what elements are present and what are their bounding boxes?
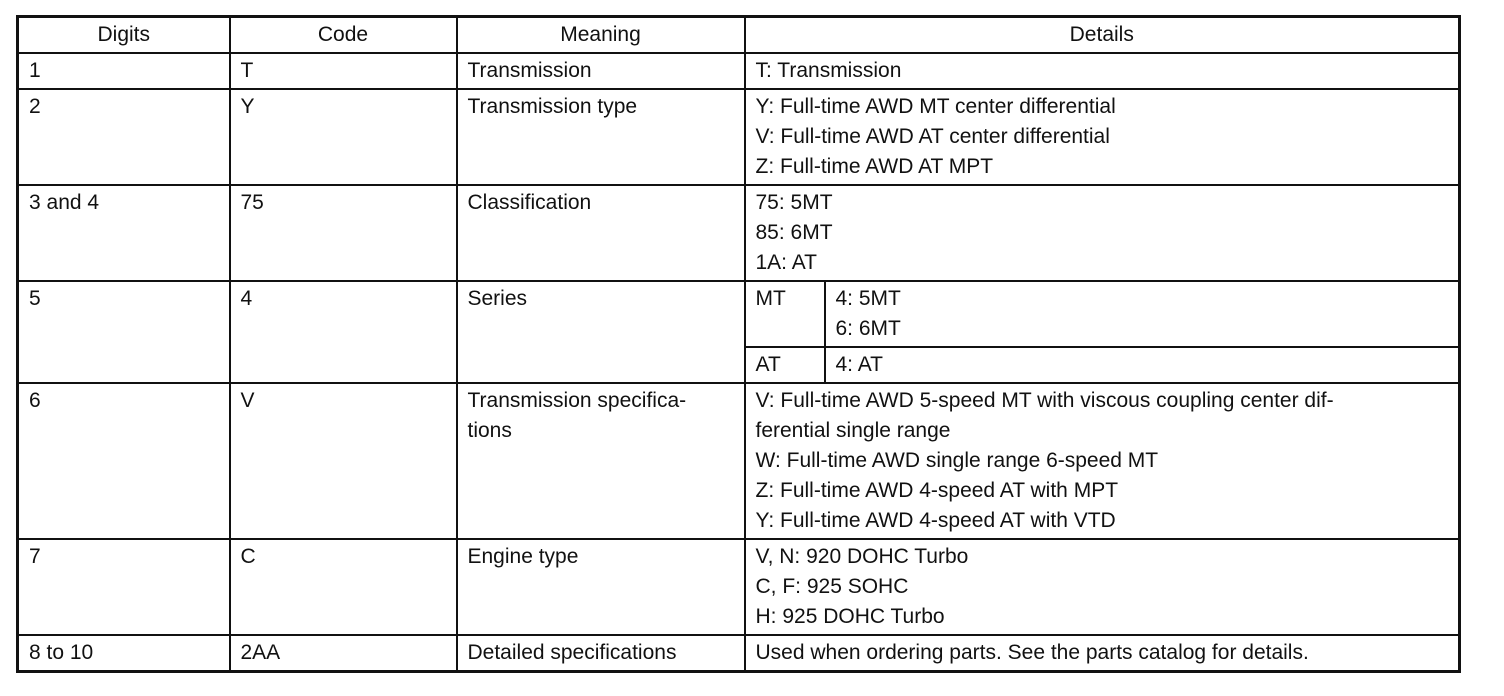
digits-cell: 6 [18, 383, 230, 539]
details-cell [745, 539, 1460, 635]
meaning-cell [457, 185, 745, 281]
digits-cell: 8 to 10 [18, 635, 230, 672]
digits-cell: 3 and 4 [18, 185, 230, 281]
details-line: Y: Full-time AWD MT center differential [755, 95, 1116, 118]
digits-cell: 7 [18, 539, 230, 635]
table-row [18, 281, 1460, 383]
meaning-cell [457, 281, 745, 383]
table-row [18, 383, 1460, 539]
details-cell [745, 89, 1460, 185]
series-values [825, 347, 1459, 382]
header-digits: Digits [18, 17, 230, 54]
series-values [825, 282, 1459, 347]
code-cell: 4 [230, 281, 457, 383]
details-line: V: Full-time AWD 5-speed MT with viscous coupling center dif- [755, 389, 1334, 412]
digits-cell: 5 [18, 281, 230, 383]
header-row [18, 17, 1460, 54]
code-cell: V [230, 383, 457, 539]
details-line: 1A: AT [755, 251, 817, 274]
details-line: 85: 6MT [755, 221, 833, 244]
details-line: H: 925 DOHC Turbo [755, 605, 945, 628]
code-cell: T [230, 53, 457, 89]
series-row-mt [746, 282, 1459, 347]
meaning-text: Classification [467, 191, 592, 214]
meaning-text: Detailed specifications [467, 641, 677, 664]
meaning-text: Transmission type [467, 95, 638, 118]
details-line: C, F: 925 SOHC [755, 575, 909, 598]
details-line: 4: 5MT [835, 287, 901, 310]
details-line: Used when ordering parts. See the parts catalog for details. [755, 641, 1309, 664]
meaning-cell [457, 635, 745, 672]
table-row [18, 53, 1460, 89]
digits-cell: 2 [18, 89, 230, 185]
details-line: W: Full-time AWD single range 6-speed MT [755, 449, 1159, 472]
details-line: 4: AT [835, 353, 883, 376]
meaning-cell [457, 383, 745, 539]
details-line: T: Transmission [755, 59, 902, 82]
meaning-text: Series [467, 287, 528, 310]
details-line: 75: 5MT [755, 191, 833, 214]
series-label: MT [746, 282, 825, 347]
details-cell [745, 53, 1460, 89]
details-cell [745, 383, 1460, 539]
meaning-text: Transmission [467, 59, 592, 82]
code-cell: 2AA [230, 635, 457, 672]
details-line: V, N: 920 DOHC Turbo [755, 545, 969, 568]
details-cell [745, 635, 1460, 672]
meaning-text: tions [467, 419, 512, 442]
details-line: 6: 6MT [835, 317, 901, 340]
meaning-text: Engine type [467, 545, 579, 568]
details-line: Z: Full-time AWD 4-speed AT with MPT [755, 479, 1119, 502]
header-code: Code [230, 17, 457, 54]
code-cell: Y [230, 89, 457, 185]
header-details: Details [745, 17, 1460, 54]
header-meaning: Meaning [457, 17, 745, 54]
code-cell: 75 [230, 185, 457, 281]
details-cell [745, 185, 1460, 281]
series-label: AT [746, 347, 825, 382]
code-table [16, 15, 1461, 673]
meaning-cell [457, 539, 745, 635]
details-line: Y: Full-time AWD 4-speed AT with VTD [755, 509, 1116, 532]
series-row-at [746, 347, 1459, 382]
details-line: Z: Full-time AWD AT MPT [755, 155, 994, 178]
code-cell: C [230, 539, 457, 635]
details-cell [745, 281, 1460, 383]
meaning-text: Transmission specifica- [467, 389, 687, 412]
details-line: ferential single range [755, 419, 951, 442]
series-subtable [746, 282, 1459, 382]
meaning-cell [457, 53, 745, 89]
digits-cell: 1 [18, 53, 230, 89]
meaning-cell [457, 89, 745, 185]
table-row [18, 185, 1460, 281]
details-line: V: Full-time AWD AT center differential [755, 125, 1110, 148]
table-row [18, 539, 1460, 635]
table-row [18, 89, 1460, 185]
table-row [18, 635, 1460, 672]
